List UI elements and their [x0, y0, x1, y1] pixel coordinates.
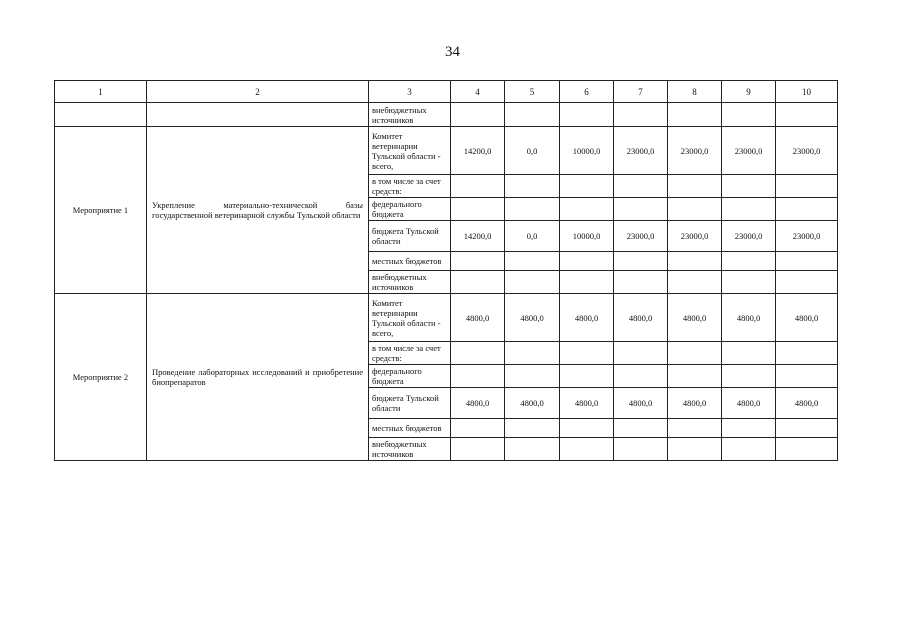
- funding-source-cell: внебюджетных источников: [369, 103, 451, 127]
- value-cell: 4800,0: [722, 294, 776, 342]
- value-cell: [614, 175, 668, 198]
- value-cell: [505, 175, 560, 198]
- value-cell: 4800,0: [505, 388, 560, 419]
- value-cell: 4800,0: [668, 388, 722, 419]
- value-cell: [776, 198, 838, 221]
- header-cell: 6: [560, 81, 614, 103]
- value-cell: [722, 175, 776, 198]
- value-cell: [776, 419, 838, 438]
- value-cell: [560, 438, 614, 461]
- value-cell: [560, 271, 614, 294]
- value-cell: 4800,0: [722, 388, 776, 419]
- header-cell: 2: [147, 81, 369, 103]
- header-cell: 8: [668, 81, 722, 103]
- value-cell: [560, 342, 614, 365]
- value-cell: [560, 175, 614, 198]
- funding-source-cell: бюджета Тульской области: [369, 221, 451, 252]
- value-cell: 4800,0: [614, 294, 668, 342]
- empty-cell: [614, 103, 668, 127]
- empty-cell: [560, 103, 614, 127]
- value-cell: [776, 365, 838, 388]
- empty-cell: [147, 103, 369, 127]
- value-cell: [776, 175, 838, 198]
- header-cell: 5: [505, 81, 560, 103]
- value-cell: 23000,0: [722, 127, 776, 175]
- value-cell: 4800,0: [451, 294, 505, 342]
- funding-source-cell: местных бюджетов: [369, 419, 451, 438]
- empty-cell: [776, 103, 838, 127]
- value-cell: 4800,0: [614, 388, 668, 419]
- value-cell: [451, 342, 505, 365]
- value-cell: [505, 342, 560, 365]
- funding-source-cell: федерального бюджета: [369, 198, 451, 221]
- value-cell: [722, 198, 776, 221]
- value-cell: 0,0: [505, 221, 560, 252]
- value-cell: 4800,0: [505, 294, 560, 342]
- funding-source-cell: в том числе за счет средств:: [369, 342, 451, 365]
- value-cell: 10000,0: [560, 221, 614, 252]
- value-cell: [505, 365, 560, 388]
- value-cell: [451, 365, 505, 388]
- value-cell: 23000,0: [668, 221, 722, 252]
- table-row: [55, 127, 838, 175]
- value-cell: [722, 271, 776, 294]
- value-cell: [668, 438, 722, 461]
- continuation-row: [55, 103, 838, 127]
- value-cell: 23000,0: [614, 221, 668, 252]
- value-cell: [668, 365, 722, 388]
- table-row: [55, 294, 838, 342]
- value-cell: 14200,0: [451, 221, 505, 252]
- header-cell: 10: [776, 81, 838, 103]
- value-cell: [560, 198, 614, 221]
- value-cell: [614, 419, 668, 438]
- measure-name-cell: Мероприятие 1: [55, 127, 147, 294]
- empty-cell: [451, 103, 505, 127]
- value-cell: [614, 365, 668, 388]
- value-cell: [505, 198, 560, 221]
- empty-cell: [668, 103, 722, 127]
- value-cell: [560, 365, 614, 388]
- value-cell: [614, 342, 668, 365]
- value-cell: [668, 271, 722, 294]
- value-cell: [505, 438, 560, 461]
- value-cell: [722, 438, 776, 461]
- funding-source-cell: внебюджетных источников: [369, 271, 451, 294]
- value-cell: 4800,0: [776, 294, 838, 342]
- value-cell: [722, 342, 776, 365]
- value-cell: [722, 252, 776, 271]
- value-cell: 10000,0: [560, 127, 614, 175]
- value-cell: [668, 175, 722, 198]
- value-cell: 23000,0: [776, 127, 838, 175]
- value-cell: [776, 438, 838, 461]
- value-cell: 4800,0: [560, 388, 614, 419]
- funding-source-cell: Комитет ветеринарии Тульской области - всего,: [369, 294, 451, 342]
- value-cell: 4800,0: [560, 294, 614, 342]
- value-cell: [560, 419, 614, 438]
- value-cell: [668, 342, 722, 365]
- value-cell: 23000,0: [722, 221, 776, 252]
- page-number: 34: [445, 44, 460, 60]
- value-cell: [451, 438, 505, 461]
- value-cell: [776, 252, 838, 271]
- header-cell: 7: [614, 81, 668, 103]
- empty-cell: [55, 103, 147, 127]
- funding-source-cell: Комитет ветеринарии Тульской области - всего,: [369, 127, 451, 175]
- value-cell: [614, 252, 668, 271]
- value-cell: [560, 252, 614, 271]
- value-cell: [614, 271, 668, 294]
- funding-source-cell: федерального бюджета: [369, 365, 451, 388]
- value-cell: [614, 438, 668, 461]
- value-cell: [505, 271, 560, 294]
- value-cell: [451, 271, 505, 294]
- value-cell: [668, 198, 722, 221]
- header-row: [55, 81, 838, 103]
- value-cell: [722, 419, 776, 438]
- funding-source-cell: внебюджетных источников: [369, 438, 451, 461]
- value-cell: 4800,0: [451, 388, 505, 419]
- value-cell: [451, 175, 505, 198]
- value-cell: [668, 419, 722, 438]
- value-cell: [451, 198, 505, 221]
- value-cell: 23000,0: [668, 127, 722, 175]
- funding-source-cell: бюджета Тульской области: [369, 388, 451, 419]
- value-cell: [505, 252, 560, 271]
- value-cell: 23000,0: [776, 221, 838, 252]
- value-cell: [614, 198, 668, 221]
- value-cell: 4800,0: [668, 294, 722, 342]
- budget-table: [54, 80, 838, 461]
- value-cell: [668, 252, 722, 271]
- value-cell: [776, 271, 838, 294]
- measure-description-cell: Укрепление материально-технической базы государственной ветеринарной службы Тульской области: [147, 127, 369, 294]
- measure-description-cell: Проведение лабораторных исследований и приобретение биопрепаратов: [147, 294, 369, 461]
- value-cell: 23000,0: [614, 127, 668, 175]
- value-cell: [451, 252, 505, 271]
- value-cell: [505, 419, 560, 438]
- header-cell: 3: [369, 81, 451, 103]
- funding-source-cell: местных бюджетов: [369, 252, 451, 271]
- header-cell: 4: [451, 81, 505, 103]
- funding-source-cell: в том числе за счет средств:: [369, 175, 451, 198]
- value-cell: 14200,0: [451, 127, 505, 175]
- value-cell: 4800,0: [776, 388, 838, 419]
- header-cell: 9: [722, 81, 776, 103]
- value-cell: 0,0: [505, 127, 560, 175]
- measure-name-cell: Мероприятие 2: [55, 294, 147, 461]
- header-cell: 1: [55, 81, 147, 103]
- value-cell: [722, 365, 776, 388]
- value-cell: [776, 342, 838, 365]
- empty-cell: [722, 103, 776, 127]
- empty-cell: [505, 103, 560, 127]
- value-cell: [451, 419, 505, 438]
